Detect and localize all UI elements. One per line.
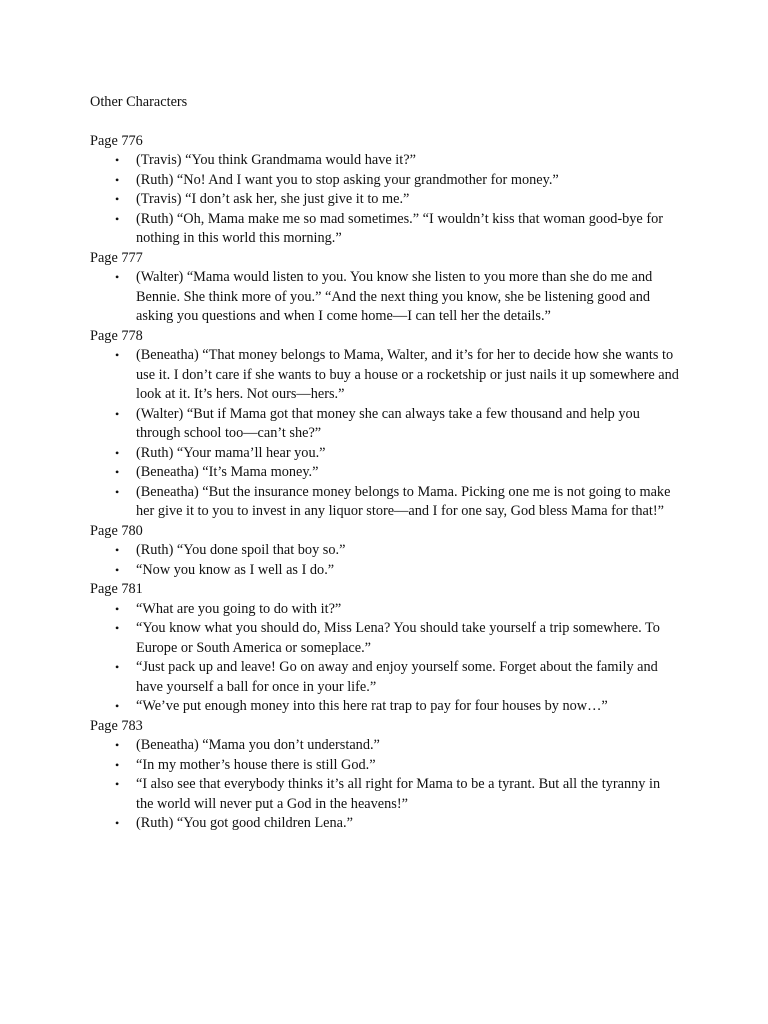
quote-text: (Walter) “Mama would listen to you. You know she listen to you more than she do me and Bennie. She think more of you.” “And the next thing you know, she be listening good and asking you questions and when I come home—I can tell her the details.” — [136, 269, 653, 324]
list-item — [90, 619, 680, 658]
quote-list — [90, 346, 680, 522]
list-item — [90, 151, 680, 171]
list-item — [90, 405, 680, 444]
quote-list — [90, 541, 680, 580]
quote-text: “I also see that everybody thinks it’s all right for Mama to be a tyrant. But all the tyranny in the world will never put a God in the heavens!” — [136, 776, 661, 812]
bullet-icon: • — [115, 484, 120, 499]
quote-text: (Beneatha) “It’s Mama money.” — [136, 464, 319, 480]
list-item — [90, 268, 680, 327]
list-item — [90, 346, 680, 405]
quote-text: (Beneatha) “But the insurance money belongs to Mama. Picking one me is not going to make her give it to you to invest in any liquor store—and I for one say, God bless Mama for that!” — [136, 483, 671, 519]
bullet-icon: • — [115, 406, 120, 421]
list-item — [90, 463, 680, 483]
page-heading: Page 780 — [90, 522, 143, 539]
quote-text: (Beneatha) “That money belongs to Mama, Walter, and it’s for her to decide how she wants to use it. I don’t care if she wants to buy a house or a rocketship or just nails it up somewhere and look at it. It’s hers. Not ours—hers.” — [136, 347, 679, 402]
quote-text: “We’ve put enough money into this here rat trap to pay for four houses by now…” — [136, 698, 608, 714]
bullet-icon: • — [115, 601, 120, 616]
quote-text: (Ruth) “Oh, Mama make me so mad sometimes.” “I wouldn’t kiss that woman good-bye for nothing in this world this morning.” — [136, 210, 664, 246]
list-item — [90, 483, 680, 522]
list-item — [90, 658, 680, 697]
list-item — [90, 190, 680, 210]
quote-text: (Travis) “I don’t ask her, she just give it to me.” — [136, 191, 410, 207]
bullet-icon: • — [115, 777, 120, 791]
bullet-icon: • — [115, 660, 120, 674]
bullet-icon: • — [115, 192, 120, 206]
quote-text: “Now you know as I well as I do.” — [136, 561, 335, 578]
page-heading: Page 778 — [90, 327, 143, 344]
quote-text: “What are you going to do with it?” — [136, 600, 342, 617]
quote-text: “In my mother’s house there is still God.” — [136, 756, 376, 773]
quote-text: (Ruth) “You got good children Lena.” — [136, 815, 353, 831]
page-heading: Page 777 — [90, 249, 143, 266]
quote-text: (Walter) “But if Mama got that money she can always take a few thousand and help you through school too—can’t she?” — [136, 405, 640, 441]
bullet-icon: • — [115, 699, 120, 713]
list-item — [90, 210, 680, 249]
quote-text: “You know what you should do, Miss Lena? You should take yourself a trip somewhere. To Europe or South America or someplace.” — [136, 620, 660, 656]
bullet-icon: • — [115, 211, 120, 226]
list-item — [90, 697, 680, 717]
bullet-icon: • — [115, 621, 120, 635]
list-item — [90, 756, 680, 776]
bullet-icon: • — [115, 270, 120, 284]
quote-list — [90, 736, 680, 834]
quote-text: “Just pack up and leave! Go on away and enjoy yourself some. Forget about the family and have yourself a ball for once in your life.” — [136, 659, 658, 695]
bullet-icon: • — [115, 738, 120, 752]
list-item — [90, 444, 680, 464]
bullet-icon: • — [115, 465, 120, 479]
quote-list — [90, 268, 680, 327]
quote-text: (Ruth) “No! And I want you to stop asking your grandmother for money.” — [136, 171, 559, 188]
list-item — [90, 775, 680, 814]
page-heading: Page 781 — [90, 581, 143, 597]
bullet-icon: • — [115, 445, 120, 460]
bullet-icon: • — [115, 543, 120, 557]
bullet-icon: • — [115, 153, 120, 167]
quote-text: (Ruth) “You done spoil that boy so.” — [136, 542, 346, 558]
list-item — [90, 561, 680, 581]
bullet-icon: • — [115, 348, 120, 362]
list-item — [90, 600, 680, 620]
page-heading: Page 776 — [90, 132, 143, 149]
list-item — [90, 171, 680, 191]
list-item — [90, 814, 680, 834]
page-heading: Page 783 — [90, 717, 143, 734]
list-item — [90, 736, 680, 756]
quote-text: (Beneatha) “Mama you don’t understand.” — [136, 737, 380, 753]
document-title: Other Characters — [90, 94, 188, 110]
bullet-icon: • — [115, 172, 120, 187]
quote-text: (Ruth) “Your mama’ll hear you.” — [136, 444, 326, 461]
sections-container — [90, 132, 680, 834]
document-body — [90, 93, 680, 834]
quote-list — [90, 600, 680, 717]
list-item — [90, 541, 680, 561]
quote-list — [90, 151, 680, 249]
bullet-icon: • — [115, 757, 120, 772]
bullet-icon: • — [115, 816, 120, 830]
bullet-icon: • — [115, 562, 120, 577]
quote-text: (Travis) “You think Grandmama would have it?” — [136, 152, 416, 168]
